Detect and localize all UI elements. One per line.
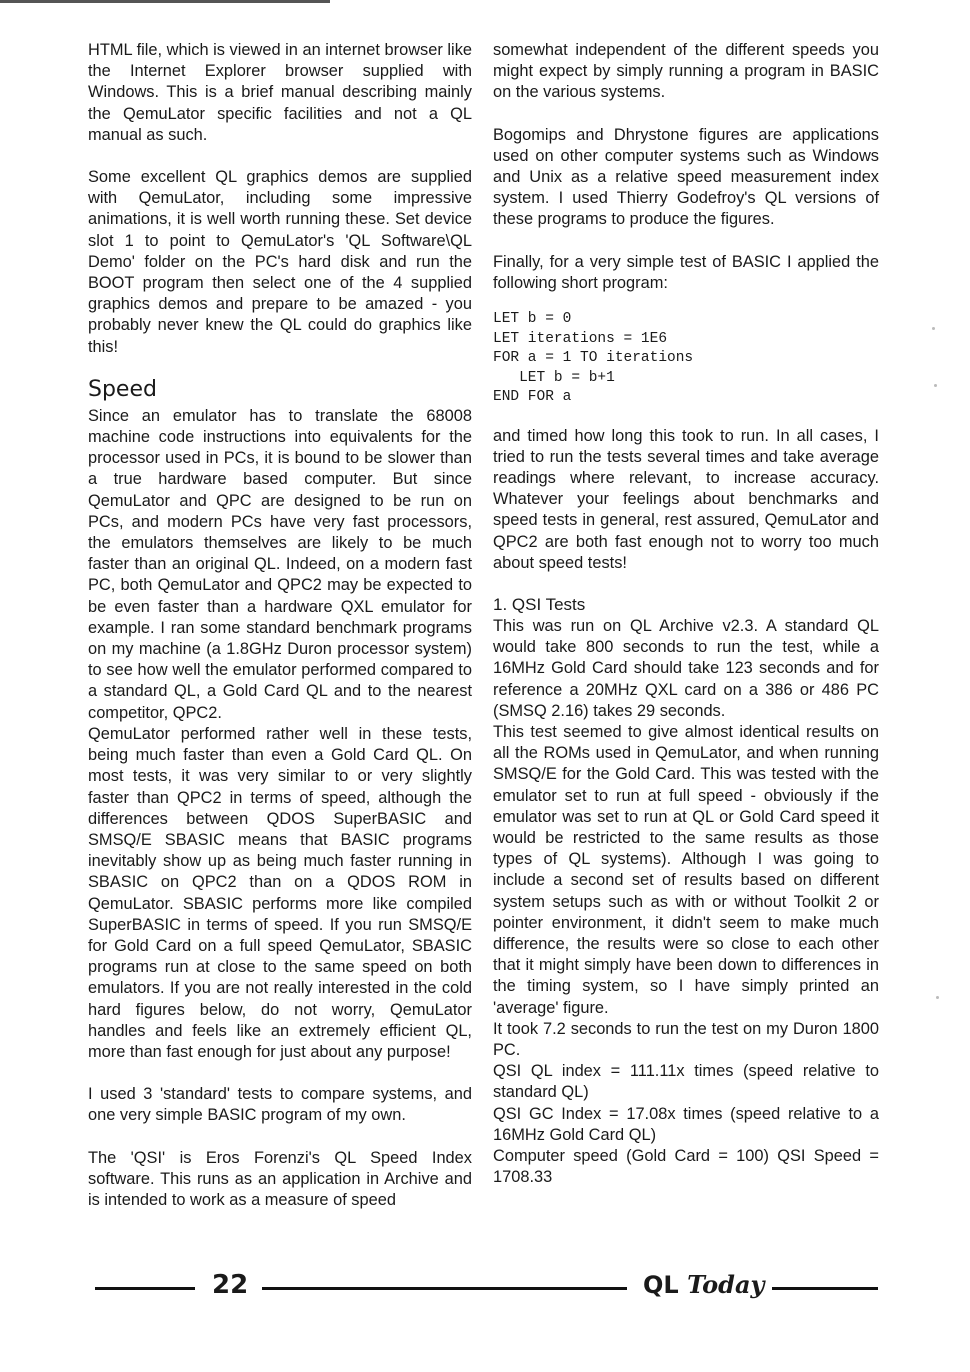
paragraph: This was run on QL Archive v2.3. A standard QL would take 800 seconds to run the test, while a 16MHz Gold Card should take 123 seconds and for reference a 20MHz QXL card on a 386 or 486 PC (SMSQ 2.16) takes 29 seconds. <box>493 616 879 720</box>
paragraph: Since an emulator has to translate the 68008 machine code instructions into equivalents for the processor used in PCs, it is bound to be slower than a true hardware based computer. But since QemuLator and QPC are designed to be run on PCs, and modern PCs have very fast processors, the emulators themselves are likely to be much faster than an original QL. Indeed, on a modern fast PC, both QemuLator and QPC2 may be expected to be even faster than a hardware QXL emulator for example. I ran some standard benchmark programs on my machine (a 1.8GHz Duron processor system) to see how well the emulator performed compared to a standard QL, a Gold Card QL and to the nearest competitor, QPC2. <box>88 406 472 722</box>
paragraph: Computer speed (Gold Card = 100) QSI Speed = 1708.33 <box>493 1147 879 1187</box>
paragraph: QSI GC Index = 17.08x times (speed relative to a 16MHz Gold Card QL) <box>493 1104 879 1144</box>
scan-speck <box>936 996 939 999</box>
footer-rule-middle <box>262 1287 627 1290</box>
paragraph: I used 3 'standard' tests to compare systems, and one very simple BASIC program of my own. <box>88 1085 472 1125</box>
top-rule <box>0 0 330 3</box>
paragraph: It took 7.2 seconds to run the test on my Duron 1800 PC. <box>493 1019 879 1060</box>
left-column <box>88 40 472 1211</box>
scan-speck <box>934 384 937 387</box>
paragraph: somewhat independent of the different speeds you might expect by simply running a program in BASIC on the various systems. <box>493 41 879 102</box>
magazine-prefix: QL <box>643 1271 679 1299</box>
paragraph: and timed how long this took to run. In all cases, I tried to run the tests several times and take average readings where relevant, to increase accuracy. Whatever your feelings about benchmarks and speed tests in general, rest assured, QemuLator and QPC2 are both fast enough not to worry too much about speed tests! <box>493 426 879 572</box>
page-footer <box>0 1268 970 1308</box>
magazine-suffix: Today <box>687 1270 765 1299</box>
paragraph: QSI QL index = 111.11x times (speed relative to standard QL) <box>493 1062 879 1102</box>
paragraph: This test seemed to give almost identical results on all the ROMs used in QemuLator, and when running SMSQ/E for the Gold Card. This was tested with the emulator set to run at full speed - obviously if the emulator was set to run at QL or Gold Card speed it would be restricted to the same results as those types of QL systems). Although I was going to include a second set of results based on different system setups such as with or without Toolkit 2 or pointer environment, it didn't seem to make much difference, the results were so close to each other that it might simply have been down to differences in the timing system, so I have simply printed an 'average' figure. <box>493 722 879 1017</box>
paragraph: HTML file, which is viewed in an internet browser like the Internet Explorer browser supplied with Windows. This is a brief manual describing mainly the QemuLator specific facilities and not a QL manual as such. <box>88 41 472 144</box>
right-column <box>493 40 879 1188</box>
page-number: 22 <box>212 1270 249 1300</box>
subsection-heading: 1. QSI Tests <box>493 594 586 614</box>
footer-rule-right <box>772 1287 878 1290</box>
paragraph: QemuLator performed rather well in these tests, being much faster than even a Gold Card QL. On most tests, it was very similar to or very slightly faster than QPC2 in terms of speed, although the differences between QDOS SuperBASIC and SMSQ/E SBASIC means that BASIC programs inevitably show up as being much faster running in SBASIC on QPC2 than on a QDOS ROM in QemuLator. SBASIC performs more like compiled SuperBASIC in terms of speed. If you run SMSQ/E for Gold Card on a full speed QemuLator, SBASIC programs run at close to the same speed on both emulators. If you are not really interested in the cold hard figures below, do not worry, QemuLator handles and feels like an extremely efficient QL, more than fast enough for just about any purpose! <box>88 724 472 1061</box>
paragraph: Finally, for a very simple test of BASIC I applied the following short program: <box>493 252 879 292</box>
scan-speck <box>932 327 935 330</box>
magazine-title <box>643 1270 764 1299</box>
paragraph: Bogomips and Dhrystone figures are applications used on other computer systems such as Windows and Unix as a relative speed measurement index system. I used Thierry Godefroy's QL versions of these programs to produce the figures. <box>493 125 879 229</box>
footer-rule-left <box>95 1287 195 1290</box>
section-heading: Speed <box>88 376 157 402</box>
paragraph: The 'QSI' is Eros Forenzi's QL Speed Index software. This runs as an application in Archive and is intended to work as a measure of speed <box>88 1148 472 1209</box>
paragraph: Some excellent QL graphics demos are supplied with QemuLator, including some impressive animations, it is well worth running these. Set device slot 1 to point to QemuLator's 'QL Software\QL Demo' folder on the PC's hard disk and run the BOOT program then select one of the 4 supplied graphics demos and prepare to be amazed - you probably never knew the QL could do graphics like this! <box>88 168 472 356</box>
code-listing: LET b = 0 LET iterations = 1E6 FOR a = 1 TO iterations LET b = b+1 END FOR a <box>493 311 694 406</box>
